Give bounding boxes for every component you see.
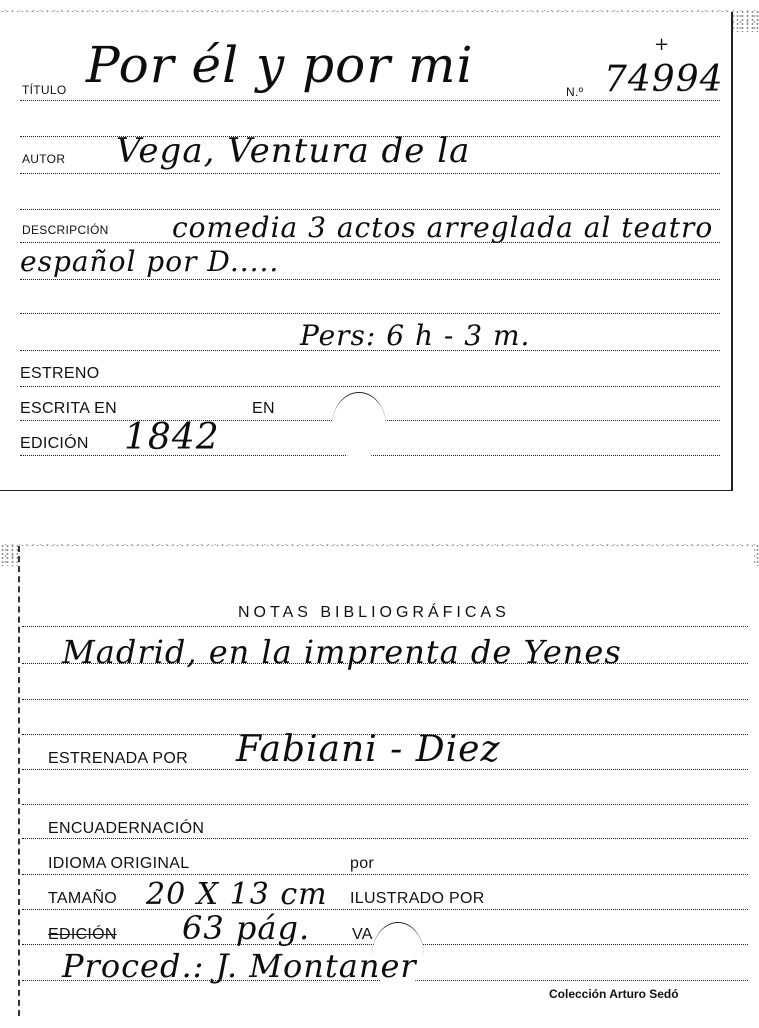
tamano-label: TAMAÑO — [48, 890, 118, 907]
va-label: VA — [352, 926, 373, 943]
encuadernacion-label: ENCUADERNACIÓN — [48, 820, 205, 837]
descripcion-line1: comedia 3 actos arreglada al teatro — [172, 211, 714, 244]
rule-line — [20, 279, 720, 280]
rule-line — [20, 100, 720, 101]
numero-label: N.º — [566, 85, 584, 99]
rule-line — [20, 386, 720, 387]
rule-line — [20, 313, 720, 314]
rule-line — [22, 838, 748, 839]
rule-line — [22, 874, 748, 875]
en-label: EN — [252, 400, 275, 417]
estrenada-value: Fabiani - Diez — [236, 729, 501, 770]
rule-line — [22, 699, 748, 700]
numero-value: 74994 — [604, 59, 724, 100]
numero-mark: + — [654, 34, 671, 55]
edicion-value: 1842 — [124, 417, 220, 458]
por-label: por — [350, 855, 375, 872]
titulo-label: TÍTULO — [22, 83, 67, 97]
rule-line — [22, 909, 748, 910]
notas-value: Madrid, en la imprenta de Yenes — [62, 633, 622, 671]
estreno-label: ESTRENO — [20, 365, 100, 382]
personajes-value: Pers: 6 h - 3 m. — [300, 319, 531, 352]
rule-line — [22, 804, 748, 805]
descripcion-label: DESCRIPCIÓN — [22, 223, 109, 237]
escrita-label: ESCRITA EN — [20, 400, 117, 417]
idioma-label: IDIOMA ORIGINAL — [48, 855, 190, 872]
blot-mark — [332, 392, 386, 459]
autor-value: Vega, Ventura de la — [116, 131, 471, 171]
proced-value: Proced.: J. Montaner — [62, 947, 417, 985]
edicion-label-struck: EDICIÓN — [48, 926, 117, 943]
ilustrado-label: ILUSTRADO POR — [350, 890, 485, 907]
rule-line — [20, 209, 720, 210]
descripcion-line2: español por D..... — [20, 245, 280, 278]
edicion-pages-value: 63 pág. — [182, 909, 311, 947]
tamano-value: 20 X 13 cm — [146, 877, 328, 912]
titulo-value: Por él y por mi — [86, 36, 474, 94]
rule-line — [20, 173, 720, 174]
rule-line — [22, 626, 748, 627]
notas-heading: NOTAS BIBLIOGRÁFICAS — [238, 604, 510, 621]
autor-label: AUTOR — [22, 152, 66, 166]
edicion-label: EDICIÓN — [20, 435, 89, 452]
estrenada-label: ESTRENADA POR — [48, 750, 188, 767]
collection-credit: Colección Arturo Sedó — [549, 987, 679, 1001]
